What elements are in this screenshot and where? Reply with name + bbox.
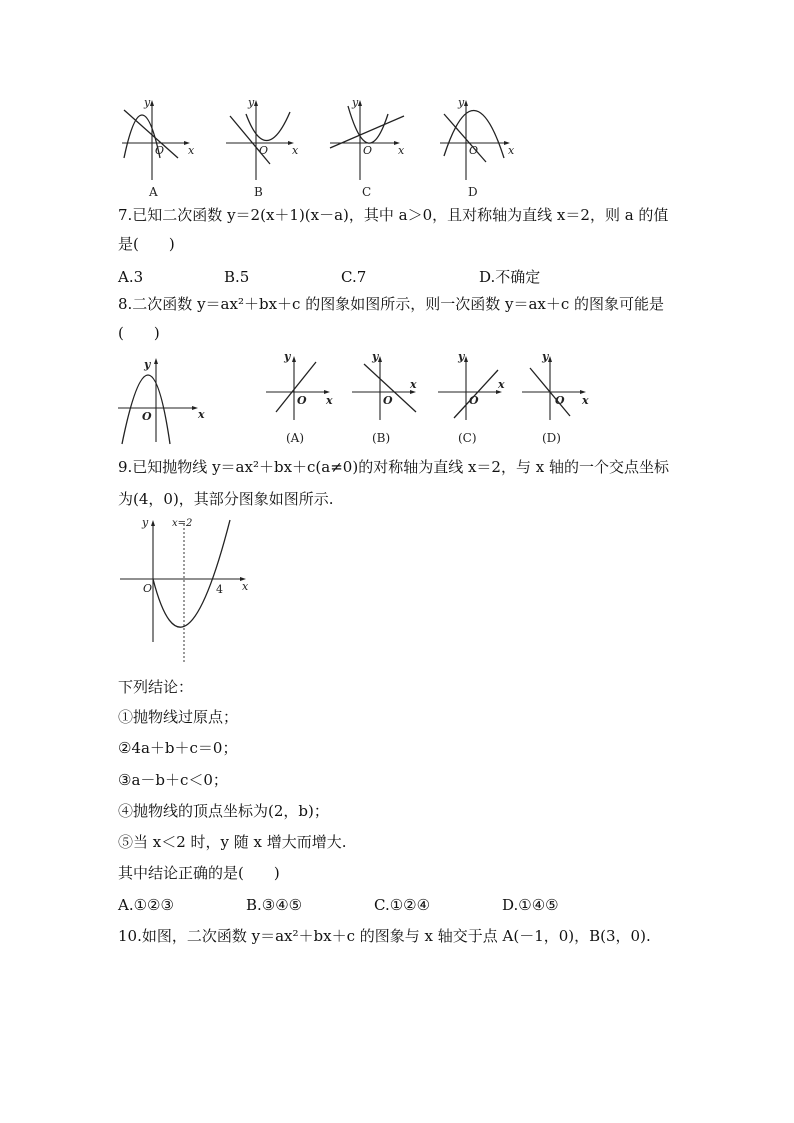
q8d-origin-label: O (555, 394, 565, 407)
q8-caption-a: (A) (286, 431, 305, 445)
q8-stem-line1: 8.二次函数 y＝ax²＋bx＋c 的图象如图所示，则一次函数 y＝ax＋c 的图象可能是 (118, 295, 665, 313)
q6-caption-d: D (468, 185, 478, 199)
q9-option-b: B.③④⑤ (246, 896, 303, 914)
q8-choice-d-figure (520, 350, 600, 446)
q8-choice-b-figure (350, 350, 430, 446)
q9-x-label: x (242, 580, 249, 593)
q8-parabola-figure (116, 352, 208, 448)
q8a-origin-label: O (297, 394, 307, 407)
q7-option-b: B.5 (224, 268, 250, 286)
q9-conclusion-2: ②4a＋b＋c＝0； (118, 739, 238, 757)
q8d-y-label: y (542, 350, 549, 363)
q6-a-origin-label: O (155, 144, 165, 157)
q6-b-y-label: y (248, 96, 255, 109)
q8c-x-label: x (498, 378, 505, 391)
q8-y-label: y (144, 358, 151, 371)
q8-choice-a-figure (264, 350, 344, 446)
q6-caption-b: B (254, 185, 263, 199)
q9-conclusion-4: ④抛物线的顶点坐标为(2，b)； (118, 802, 329, 820)
q6-b-x-label: x (292, 144, 299, 157)
q9-option-c: C.①②④ (374, 896, 431, 914)
q6-figure-b (222, 92, 302, 202)
q6-c-y-label: y (352, 96, 359, 109)
q8b-origin-label: O (383, 394, 393, 407)
q6-c-x-label: x (398, 144, 405, 157)
q8-origin-label: O (142, 410, 152, 423)
q9-intro: 下列结论： (118, 678, 194, 696)
q8c-y-label: y (458, 350, 465, 363)
q8c-origin-label: O (469, 394, 479, 407)
q8-x-label: x (198, 408, 205, 421)
q6-caption-c: C (362, 185, 372, 199)
q6-caption-a: A (149, 185, 158, 199)
q7-option-c: C.7 (341, 268, 367, 286)
q9-conclusion-3: ③a－b＋c＜0； (118, 771, 228, 789)
q9-option-a: A.①②③ (118, 896, 174, 914)
q7-stem-line2: 是( ) (118, 235, 175, 253)
q7-option-a: A.3 (118, 268, 144, 286)
q8-stem-line2: ( ) (118, 324, 160, 342)
q6-d-x-label: x (508, 144, 515, 157)
q9-parabola-figure (116, 514, 256, 664)
q7-stem-line1: 7.已知二次函数 y＝2(x＋1)(x－a)，其中 a＞0，且对称轴为直线 x＝2，则 a 的值 (118, 206, 669, 224)
q9-four-label: 4 (216, 583, 223, 596)
q6-figure-c (326, 92, 410, 202)
q8-caption-d: (D) (542, 431, 561, 445)
q8a-x-label: x (326, 394, 333, 407)
q9-conclusion-5: ⑤当 x＜2 时，y 随 x 增大而增大. (118, 833, 347, 851)
q8b-x-label: x (410, 378, 417, 391)
q6-b-origin-label: O (259, 144, 269, 157)
q9-y-label: y (142, 516, 149, 529)
q8-caption-c: (C) (458, 431, 477, 445)
q6-a-y-label: y (144, 96, 151, 109)
q9-conclusion-1: ①抛物线过原点； (118, 708, 239, 726)
q8a-y-label: y (284, 350, 291, 363)
q7-option-d: D.不确定 (479, 268, 541, 286)
q9-stem-line1: 9.已知抛物线 y＝ax²＋bx＋c(a≠0)的对称轴为直线 x＝2，与 x 轴的一个交点坐标 (118, 458, 669, 476)
q9-question: 其中结论正确的是( ) (118, 864, 280, 882)
q9-option-d: D.①④⑤ (502, 896, 559, 914)
q8d-x-label: x (582, 394, 589, 407)
q6-figure-a (118, 92, 198, 202)
q8-caption-b: (B) (372, 431, 391, 445)
q8-choice-c-figure (436, 350, 516, 446)
q6-d-origin-label: O (469, 144, 479, 157)
q6-a-x-label: x (188, 144, 195, 157)
q9-axis-of-symmetry-label: x=2 (172, 518, 193, 529)
q6-c-origin-label: O (363, 144, 373, 157)
q6-figure-d (436, 92, 520, 202)
q6-d-y-label: y (458, 96, 465, 109)
q10-stem-line1: 10.如图，二次函数 y＝ax²＋bx＋c 的图象与 x 轴交于点 A(－1，0)，B(3，0). (118, 927, 651, 945)
q9-origin-label: O (143, 582, 153, 595)
q9-stem-line2: 为(4，0)，其部分图象如图所示. (118, 490, 334, 508)
q8b-y-label: y (372, 350, 379, 363)
